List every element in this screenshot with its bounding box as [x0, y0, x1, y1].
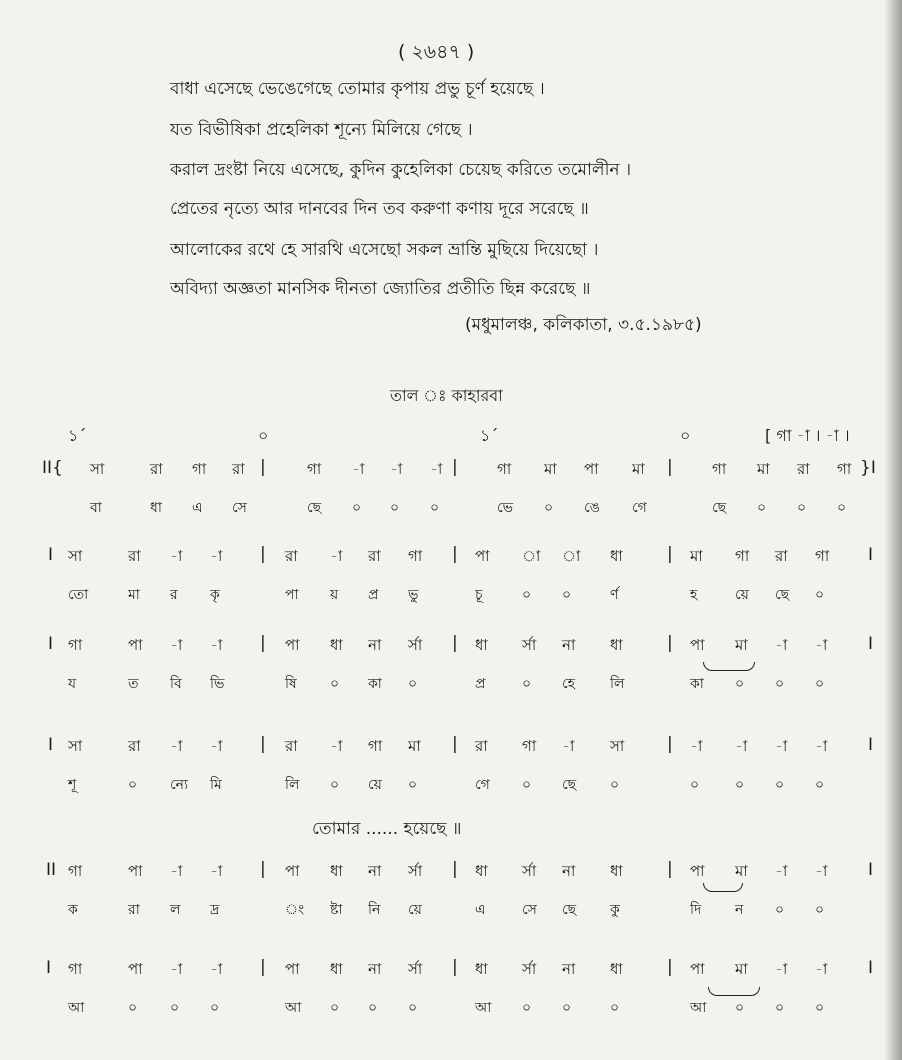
lyric-syllable: চূ — [475, 587, 483, 603]
bar-line: | — [260, 859, 266, 879]
lyric-syllable: এ — [192, 500, 203, 516]
note: মা — [408, 737, 421, 755]
note: পা — [584, 460, 599, 478]
lyric-syllable: ০ — [330, 1000, 340, 1016]
row-start-marker: I — [46, 958, 52, 978]
note: -া — [430, 460, 443, 478]
note: মা — [690, 547, 703, 565]
note: গা — [497, 460, 512, 478]
lyric-syllable: গে — [632, 500, 647, 516]
note: না — [562, 636, 576, 654]
bar-line: | — [260, 957, 266, 977]
note: গা — [408, 547, 423, 565]
bar-line: | — [452, 859, 458, 879]
note: -া — [815, 636, 828, 654]
bar-line: | — [260, 544, 266, 564]
note: -া — [170, 960, 183, 978]
lyric-syllable: য়ে — [368, 777, 382, 793]
lyric-syllable: বা — [90, 500, 102, 516]
note: -া — [210, 636, 223, 654]
note: ধা — [610, 960, 623, 978]
lyric-syllable: য় — [330, 587, 339, 603]
note: পা — [690, 960, 705, 978]
note: গা — [368, 737, 383, 755]
lyric-syllable: কৃ — [210, 587, 220, 603]
lyric-syllable: ভি — [210, 676, 225, 692]
lyric-syllable: কু — [610, 902, 620, 918]
bar-line: | — [667, 957, 673, 977]
note: -া — [815, 862, 828, 880]
lyric-syllable: কা — [368, 676, 382, 692]
lyric-syllable: আ — [285, 1000, 302, 1016]
lyric-syllable: ০ — [430, 500, 440, 516]
beat-mark-3: ১´ — [480, 426, 499, 445]
note: -া — [775, 636, 788, 654]
note: ধা — [475, 636, 488, 654]
row-start-marker: I — [48, 634, 54, 654]
note: -া — [210, 547, 223, 565]
note: পা — [690, 636, 705, 654]
lyric-syllable: র্ণ — [610, 587, 619, 603]
note: ধা — [610, 636, 623, 654]
poem-line-6: অবিদ্যা অজ্ঞতা মানসিক দীনতা জ্যোতির প্রতীতি ছিন্ন করেছে ॥ — [170, 279, 591, 299]
note: রা — [475, 737, 488, 755]
note: গা — [68, 862, 83, 880]
note: ধা — [330, 960, 343, 978]
note: গা — [735, 547, 750, 565]
lyric-syllable: ০ — [408, 676, 418, 692]
lyric-syllable: য়ে — [735, 587, 749, 603]
lyric-syllable: ০ — [775, 676, 785, 692]
lyric-syllable: ০ — [522, 587, 532, 603]
note: -া — [815, 737, 828, 755]
prefix-notes: [ গা -া । -া । — [765, 426, 850, 445]
note: -া — [775, 960, 788, 978]
note: ধা — [330, 636, 343, 654]
note: ধা — [475, 862, 488, 880]
note: গা — [192, 460, 207, 478]
lyric-syllable: হে — [562, 676, 576, 692]
lyric-syllable: ল — [170, 902, 181, 918]
note: রা — [285, 737, 298, 755]
note: গা — [68, 636, 83, 654]
poem-credit: (মধুমালঞ্চ, কলিকাতা, ৩.৫.১৯৮৫) — [465, 315, 702, 335]
lyric-syllable: ং — [285, 902, 305, 918]
note: সা — [90, 460, 105, 478]
lyric-syllable: ০ — [735, 676, 745, 692]
lyric-syllable: ০ — [610, 777, 620, 793]
lyric-syllable: রা — [128, 902, 140, 918]
note: র্সা — [522, 862, 537, 880]
note: রা — [285, 547, 298, 565]
lyric-syllable: ০ — [128, 1000, 138, 1016]
section-label: তোমার ...... হয়েছে ॥ — [312, 819, 462, 839]
note: সা — [68, 547, 83, 565]
lyric-syllable: ০ — [522, 1000, 532, 1016]
lyric-syllable: ০ — [757, 500, 767, 516]
note: া — [522, 547, 541, 565]
note: গা — [712, 460, 727, 478]
lyric-syllable: ০ — [562, 1000, 572, 1016]
lyric-syllable: ভে — [497, 500, 514, 516]
poem-line-2: যত বিভীষিকা প্রহেলিকা শূন্যে মিলিয়ে গেছে । — [170, 120, 473, 140]
note: গা — [522, 737, 537, 755]
row-start-marker: II — [46, 860, 57, 880]
note: রা — [368, 547, 381, 565]
lyric-syllable: হ — [690, 587, 698, 603]
lyric-syllable: লি — [285, 777, 300, 793]
lyric-syllable: ০ — [330, 676, 340, 692]
row-end-marker: I — [868, 860, 874, 880]
note: গা — [68, 960, 83, 978]
lyric-syllable: ০ — [815, 676, 825, 692]
lyric-syllable: নি — [368, 902, 381, 918]
note: গা — [307, 460, 322, 478]
page-number: ( ২৬৪৭ ) — [398, 41, 475, 63]
note: না — [368, 960, 382, 978]
beat-mark-4: ০ — [680, 426, 691, 445]
lyric-syllable: এ — [475, 902, 486, 918]
lyric-syllable: ০ — [544, 500, 554, 516]
row-end-marker: I — [868, 545, 874, 565]
note: -া — [390, 460, 403, 478]
lyric-syllable: শূ — [68, 777, 77, 793]
lyric-syllable: প্র — [368, 587, 379, 603]
note: মা — [632, 460, 645, 478]
bar-line: | — [260, 633, 266, 653]
lyric-syllable: ছে — [562, 777, 577, 793]
note: -া — [330, 547, 343, 565]
lyric-syllable: ০ — [522, 676, 532, 692]
lyric-syllable: ০ — [837, 500, 847, 516]
lyric-syllable: ষ্টা — [330, 902, 343, 918]
row-start-marker: I — [48, 735, 54, 755]
lyric-syllable: সে — [232, 500, 247, 516]
note: -া — [775, 862, 788, 880]
poem-line-5: আলোকের রথে হে সারথি এসেছো সকল ভ্রান্তি মুছিয়ে দিয়েছো । — [170, 240, 599, 260]
note: রা — [775, 547, 788, 565]
lyric-syllable: য — [68, 676, 77, 692]
note: সা — [610, 737, 625, 755]
note: -া — [775, 737, 788, 755]
note: র্সা — [408, 862, 423, 880]
meend-curve — [703, 883, 743, 892]
note: র্সা — [408, 636, 423, 654]
lyric-syllable: দ্র — [210, 902, 220, 918]
note: রা — [232, 460, 245, 478]
lyric-syllable: র — [170, 587, 178, 603]
note: -া — [170, 862, 183, 880]
poem-line-1: বাধা এসেছে ভেঙেগেছে তোমার কৃপায় প্রভু চূর্ণ হয়েছে । — [170, 79, 545, 99]
lyric-syllable: ছে — [775, 587, 790, 603]
bar-line: | — [452, 734, 458, 754]
note: পা — [128, 636, 143, 654]
note: সা — [68, 737, 83, 755]
lyric-syllable: কা — [690, 676, 704, 692]
note: রা — [150, 460, 163, 478]
note: র্সা — [408, 960, 423, 978]
bar-line: | — [667, 633, 673, 653]
note: রা — [128, 737, 141, 755]
lyric-syllable: ০ — [330, 777, 340, 793]
beat-mark-2: ০ — [258, 426, 269, 445]
note: র্সা — [522, 636, 537, 654]
lyric-syllable: ০ — [352, 500, 362, 516]
meend-curve — [708, 987, 760, 996]
lyric-syllable: তো — [68, 587, 89, 603]
note: -া — [170, 737, 183, 755]
lyric-syllable: ০ — [210, 1000, 220, 1016]
lyric-syllable: ০ — [562, 587, 572, 603]
note: পা — [285, 636, 300, 654]
note: পা — [285, 960, 300, 978]
lyric-syllable: সে — [522, 902, 537, 918]
note: গা — [837, 460, 852, 478]
note: -া — [690, 737, 703, 755]
lyric-syllable: ০ — [775, 902, 785, 918]
page-edge-shadow — [884, 0, 902, 1060]
note: া — [562, 547, 581, 565]
lyric-syllable: ছে — [712, 500, 727, 516]
lyric-syllable: ঙে — [584, 500, 600, 516]
note: পা — [690, 862, 705, 880]
note: রা — [128, 547, 141, 565]
note: মা — [757, 460, 770, 478]
note: -া — [210, 737, 223, 755]
row-start-marker: II{ — [42, 458, 63, 478]
lyric-syllable: গে — [475, 777, 490, 793]
taal-name: তাল ঃ কাহারবা — [390, 386, 503, 405]
bar-line: | — [452, 457, 458, 477]
row-end-marker: I — [868, 634, 874, 654]
lyric-syllable: ০ — [797, 500, 807, 516]
lyric-syllable: ০ — [815, 777, 825, 793]
note: না — [368, 636, 382, 654]
note: পা — [475, 547, 490, 565]
note: ধা — [610, 862, 623, 880]
lyric-syllable: পা — [285, 587, 299, 603]
lyric-syllable: ০ — [408, 777, 418, 793]
note: -া — [170, 636, 183, 654]
note: -া — [330, 737, 343, 755]
poem-line-3: করাল দ্রংষ্টা নিয়ে এসেছে, কুদিন কুহেলিকা চেয়েছ করিতে তমোলীন । — [170, 160, 632, 180]
lyric-syllable: লি — [610, 676, 625, 692]
bar-line: | — [667, 859, 673, 879]
note: -া — [210, 862, 223, 880]
lyric-syllable: মি — [210, 777, 222, 793]
lyric-syllable: ০ — [368, 1000, 378, 1016]
lyric-syllable: ০ — [815, 1000, 825, 1016]
bar-line: | — [260, 457, 266, 477]
lyric-syllable: ০ — [775, 777, 785, 793]
note: মা — [544, 460, 557, 478]
note: রা — [797, 460, 810, 478]
note: গা — [815, 547, 830, 565]
lyric-syllable: ষি — [285, 676, 297, 692]
lyric-syllable: য়ে — [408, 902, 422, 918]
note: না — [368, 862, 382, 880]
lyric-syllable: আ — [690, 1000, 707, 1016]
note: ধা — [475, 960, 488, 978]
lyric-syllable: ০ — [390, 500, 400, 516]
meend-curve — [703, 662, 755, 671]
lyric-syllable: ০ — [128, 777, 138, 793]
note: পা — [285, 862, 300, 880]
note: -া — [815, 960, 828, 978]
note: -া — [562, 737, 575, 755]
note: ধা — [610, 547, 623, 565]
lyric-syllable: ভু — [408, 587, 419, 603]
lyric-syllable: ক — [68, 902, 78, 918]
bar-line: | — [667, 544, 673, 564]
note: ধা — [330, 862, 343, 880]
bar-line: | — [260, 734, 266, 754]
note: না — [562, 960, 576, 978]
bar-line: | — [452, 633, 458, 653]
lyric-syllable: ন — [735, 902, 744, 918]
row-end-marker: I — [868, 735, 874, 755]
row-start-marker: I — [48, 545, 54, 565]
lyric-syllable: আ — [68, 1000, 85, 1016]
bar-line: | — [452, 957, 458, 977]
note: -া — [352, 460, 365, 478]
lyric-syllable: ০ — [408, 1000, 418, 1016]
lyric-syllable: আ — [475, 1000, 492, 1016]
lyric-syllable: ০ — [735, 777, 745, 793]
note: -া — [170, 547, 183, 565]
bar-line: | — [452, 544, 458, 564]
lyric-syllable: ০ — [815, 902, 825, 918]
poem-line-4: প্রেতের নৃত্যে আর দানবের দিন তব করুণা কণায় দূরে সরেছে ॥ — [170, 199, 589, 219]
lyric-syllable: ০ — [522, 777, 532, 793]
lyric-syllable: মা — [128, 587, 140, 603]
lyric-syllable: ছে — [562, 902, 577, 918]
note: মা — [735, 636, 748, 654]
beat-mark-1: ১´ — [68, 426, 87, 445]
note: মা — [735, 960, 748, 978]
lyric-syllable: ০ — [775, 1000, 785, 1016]
note: পা — [128, 960, 143, 978]
lyric-syllable: ধা — [150, 500, 162, 516]
lyric-syllable: দি — [690, 902, 702, 918]
bar-line: | — [667, 734, 673, 754]
lyric-syllable: ত — [128, 676, 139, 692]
bar-line: | — [667, 457, 673, 477]
note: মা — [735, 862, 748, 880]
lyric-syllable: ছে — [307, 500, 322, 516]
lyric-syllable: ০ — [815, 587, 825, 603]
note: -া — [210, 960, 223, 978]
note: পা — [128, 862, 143, 880]
lyric-syllable: ০ — [610, 1000, 620, 1016]
lyric-syllable: প্র — [475, 676, 486, 692]
lyric-syllable: ন্যে — [170, 777, 189, 793]
lyric-syllable: ০ — [690, 777, 700, 793]
lyric-syllable: ০ — [735, 1000, 745, 1016]
note: র্সা — [522, 960, 537, 978]
note: -া — [735, 737, 748, 755]
note: না — [562, 862, 576, 880]
row-end-marker: I — [868, 958, 874, 978]
lyric-syllable: বি — [170, 676, 182, 692]
row-end-marker: }I — [860, 458, 876, 478]
lyric-syllable: ০ — [170, 1000, 180, 1016]
